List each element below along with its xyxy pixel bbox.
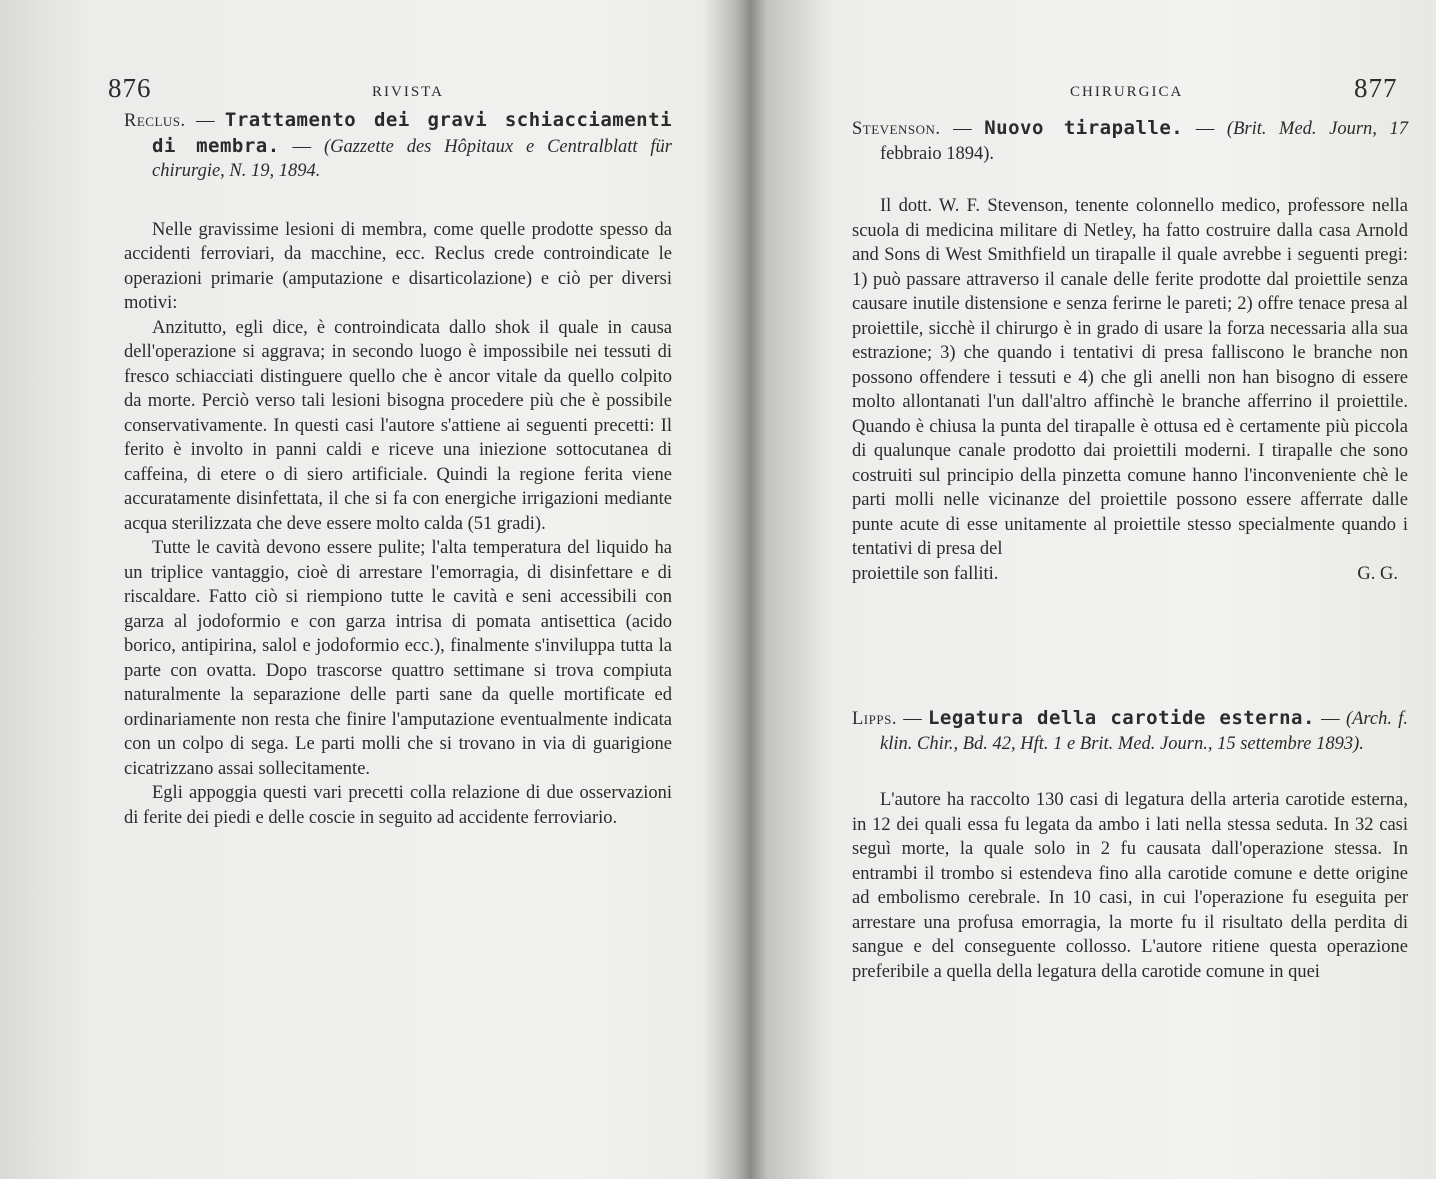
page-number: 877 <box>1354 73 1398 103</box>
paragraph: Tutte le cavità devono essere pulite; l'alta temperatura del liquido ha un triplice vantaggio, cioè di arrestare l'emorragia, di disinfettare e di riscaldare. Fatto ciò si riempiono tutte le cavità e seni accessibili con garza al jodoformio e con garza intrisa di pomata antisettica (acido borico, antipirina, salol e jodoformio ecc.), finalmente s'inviluppa tutta la parte con ovatta. Dopo trascorse quattro settimane si trova compiuta naturalmente la separazione delle parti sane da quelle mortificate ed ordinariamente non resta che finire l'amputazione eventualmente indicata con un colpo di sega. Le parti molli che si trovano in via di guarigione cicatrizzano assai sollecitamente. <box>124 538 672 779</box>
paragraph: Anzitutto, egli dice, è controindicata dallo shok il quale in causa dell'operazione si aggrava; in secondo luogo è impossibile nei tessuti di fresco schiacciati distinguere quello che è ancor vitale da quello colpito da morte. Perciò verso tali lesioni bisogna procedere più che è possibile conservativamente. In questi casi l'autore s'attiene ai seguenti precetti: Il ferito è involto in panni caldi e riceve una iniezione sottocutanea di caffeina, di etere o di siero artificiale. Quindi la regione ferita viene accuratamente disinfettata, il che si fa con energiche irrigazioni mediante acqua sterilizzata che deve essere molto calda (51 gradi). <box>124 317 672 534</box>
closing-line <box>852 562 1408 587</box>
entry-separator: — <box>279 136 324 157</box>
running-title: RIVISTA <box>372 84 444 100</box>
entry-title: Trattamento dei gravi schiacciamenti di membra. <box>152 109 673 157</box>
entry-source: (Gazzette des Hôpitaux e Centralblatt für chirurgie, N. 19, 1894. <box>152 136 673 181</box>
entry-separator: — <box>940 119 985 139</box>
entry-separator: — <box>185 111 225 131</box>
right-column-bottom <box>852 706 1408 984</box>
entry-separator: — <box>896 709 928 729</box>
entry-source: (Arch. f. klin. Chir., Bd. 42, Hft. 1 e Brit. Med. Journ., 15 settembre 1893). <box>880 709 1409 754</box>
entry-heading <box>852 116 1408 166</box>
entry-heading <box>124 108 672 184</box>
entry-source-cont: febbraio 1894). <box>880 143 995 164</box>
signature: G. G. <box>1357 563 1398 584</box>
entry-heading <box>852 706 1408 756</box>
paragraph: Il dott. W. F. Stevenson, tenente colonnello medico, professore nella scuola di medicina militare di Netley, ha fatto costruire dalla casa Arnold and Sons di West Smithfield un tirapalle il quale avrebbe i seguenti pregi: 1) può passare attraverso il canale delle ferite prodotte dal proiettile senza causare inutile distensione e senza ferirne le pareti; 2) offre tenace presa al proiettile, sicchè il chirurgo è in grado di usare la forza necessaria alla sua estrazione; 3) che quando i tentativi di presa falliscono le branche non possono offendere i tessuti e 4) che gli anelli non han bisogno di essere molto allontanati l'un dall'altro affinchè le branche afferrino il proiettile. Quando è chiusa la punta del tirapalle è ottusa ed è certamente più piccola di qualunque canale prodotto dai proiettili moderni. I tirapalle che sono costruiti sul principio della pinzetta comune hanno l'inconveniente chè le parti molli nelle vicinanze del proiettile possono essere afferrate dalle punte acute di esse unitamente al proiettile stesso specialmente quando i tentativi di presa del <box>852 196 1408 559</box>
running-title: CHIRURGICA <box>1070 84 1184 100</box>
paragraph: L'autore ha raccolto 130 casi di legatura della arteria carotide esterna, in 12 dei quali essa fu legata da ambo i lati nella stessa seduta. In 32 casi seguì morte, la quale solo in 2 fu causata dall'operazione stessa. In entrambi il trombo si estendeva fino alla carotide comune e dette origine ad embolismo cerebrale. In 10 casi, in cui l'operazione fu eseguita per arrestare una profusa emorragia, la morte fu il risultato della perdita di sangue e del conseguente collosso. L'autore ritiene questa operazione preferibile a quella della legatura della carotide comune in quei <box>852 790 1408 982</box>
right-column-top <box>852 116 1408 586</box>
entry-author: Stevenson. <box>852 119 941 139</box>
left-column <box>124 108 672 830</box>
entry-title: Nuovo tirapalle. <box>984 117 1184 139</box>
right-page <box>760 0 1436 1179</box>
entry-separator: — <box>1314 709 1346 729</box>
paragraph: Nelle gravissime lesioni di membra, come quelle prodotte spesso da accidenti ferroviari, da macchine, ecc. Reclus crede controindicate le operazioni primarie (amputazione e disarticolazione) e ciò per diversi motivi: <box>124 219 672 313</box>
closing-text: proiettile son falliti. <box>852 563 999 584</box>
page-number: 876 <box>108 73 152 103</box>
entry-title: Legatura della carotide esterna. <box>927 707 1315 729</box>
entry-author: Lipps. <box>852 709 897 729</box>
entry-separator: — <box>1183 119 1227 139</box>
entry-author: Reclus. <box>124 111 186 131</box>
entry-source: (Brit. Med. Journ, 17 <box>1226 119 1409 139</box>
paragraph: Egli appoggia questi vari precetti colla relazione di due osservazioni di ferite dei piedi e delle coscie in seguito ad accidente ferroviario. <box>124 783 672 828</box>
